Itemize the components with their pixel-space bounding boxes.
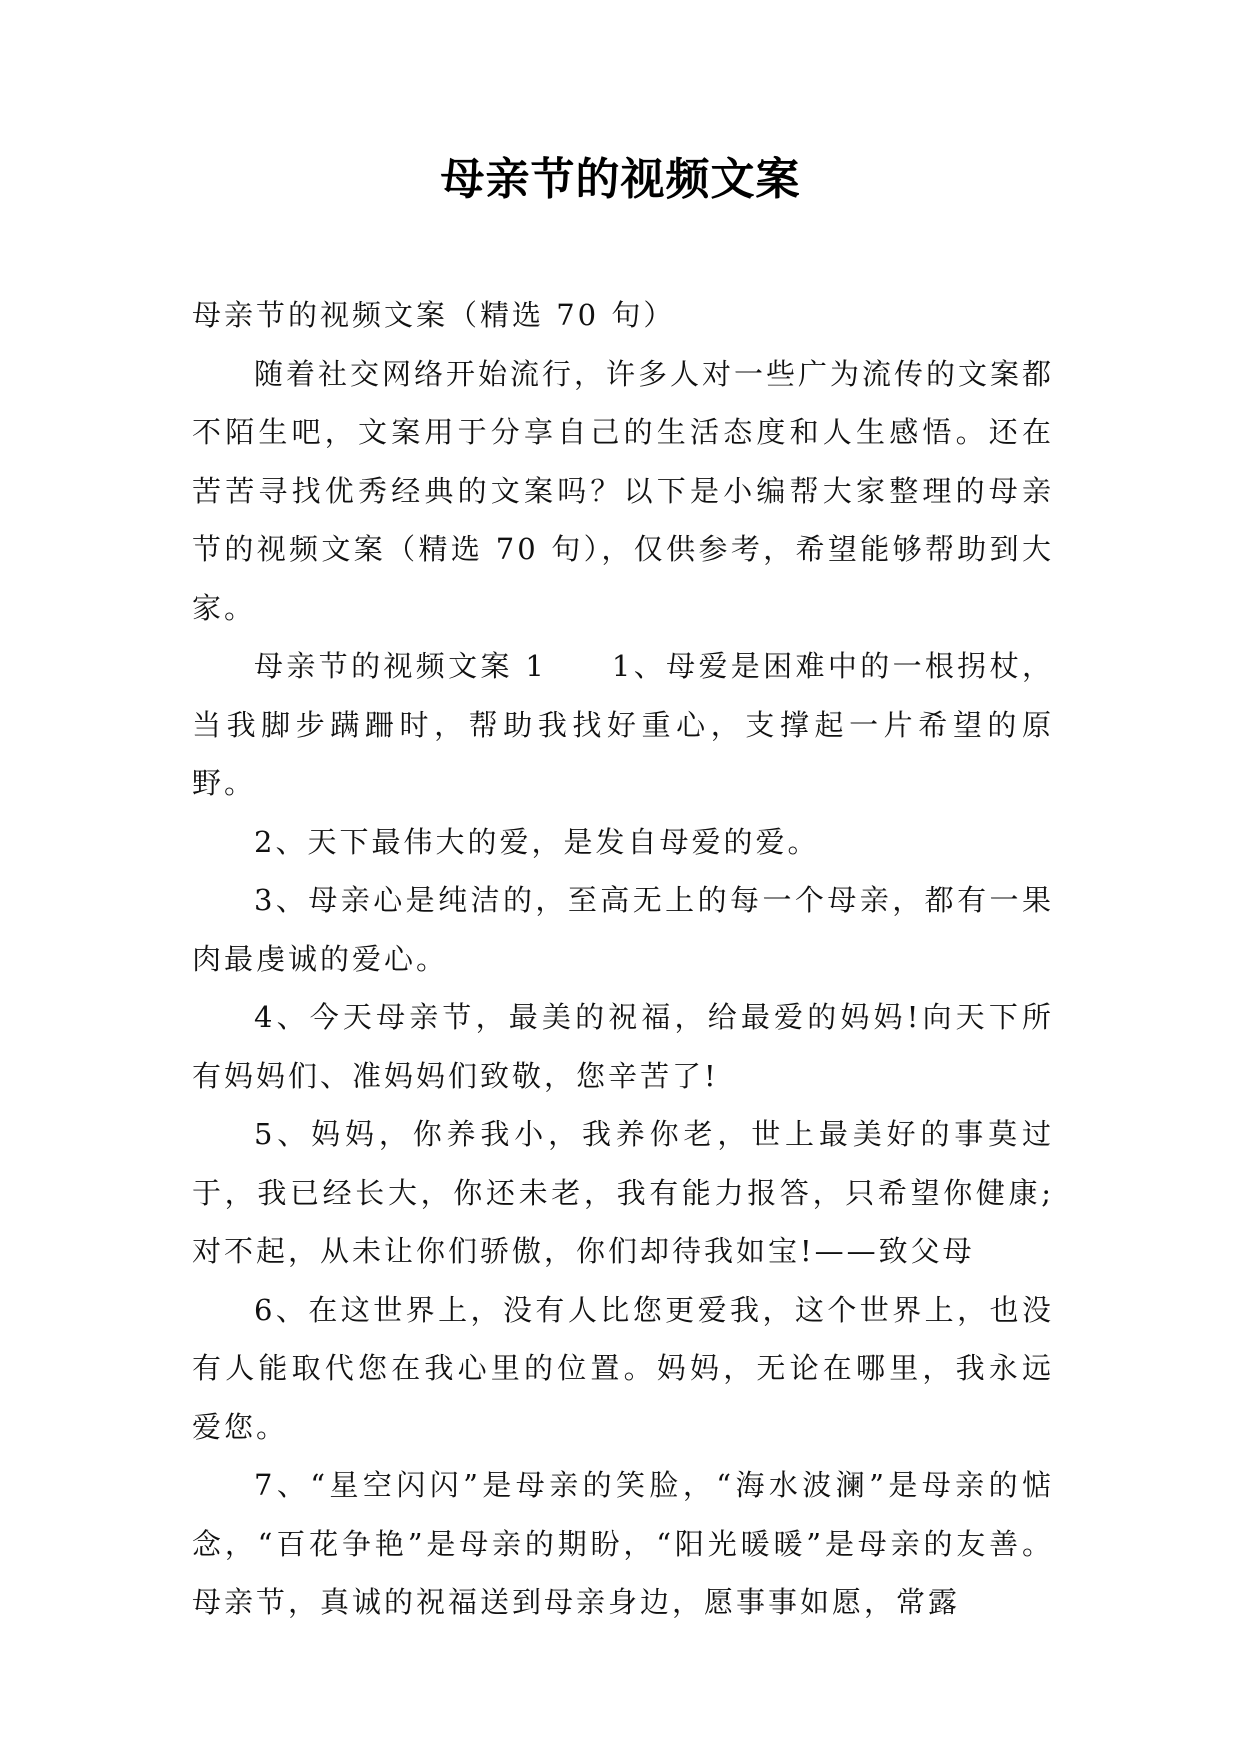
quote-paragraph-1: 母亲节的视频文案 1 1、母爱是困难中的一根拐杖，当我脚步蹒跚时，帮助我找好重心，支撑起一片希望的原野。 [192, 649, 1054, 800]
quote-paragraph-3: 3、母亲心是纯洁的，至高无上的每一个母亲，都有一果肉最虔诚的爱心。 [192, 883, 1054, 976]
document-title: 母亲节的视频文案 [440, 154, 801, 205]
quote-paragraph-5: 5、妈妈，你养我小，我养你老，世上最美好的事莫过于，我已经长大，你还未老，我有能力报答，只希望你健康;对不起，从未让你们骄傲，你们却待我如宝!——致父母 [192, 1117, 1054, 1268]
document-body [192, 286, 1054, 1632]
intro-paragraph: 随着社交网络开始流行，许多人对一些广为流传的文案都不陌生吧，文案用于分享自己的生活态度和人生感悟。还在苦苦寻找优秀经典的文案吗？以下是小编帮大家整理的母亲节的视频文案（精选 70 句），仅供参考，希望能够帮助到大家。 [192, 356, 1055, 625]
quote-paragraph-6: 6、在这世界上，没有人比您更爱我，这个世界上，也没有人能取代您在我心里的位置。妈妈，无论在哪里，我永远爱您。 [192, 1292, 1054, 1444]
quote-paragraph-2: 2、天下最伟大的爱，是发自母爱的爱。 [254, 824, 820, 859]
quote-paragraph-4: 4、今天母亲节，最美的祝福，给最爱的妈妈!向天下所有妈妈们、准妈妈们致敬，您辛苦了! [192, 1000, 1054, 1093]
quote-paragraph-7: 7、“星空闪闪”是母亲的笑脸，“海水波澜”是母亲的惦念，“百花争艳”是母亲的期盼，“阳光暖暖”是母亲的友善。母亲节，真诚的祝福送到母亲身边，愿事事如愿，常露 [192, 1468, 1054, 1619]
subtitle-paragraph: 母亲节的视频文案（精选 70 句） [192, 298, 676, 332]
